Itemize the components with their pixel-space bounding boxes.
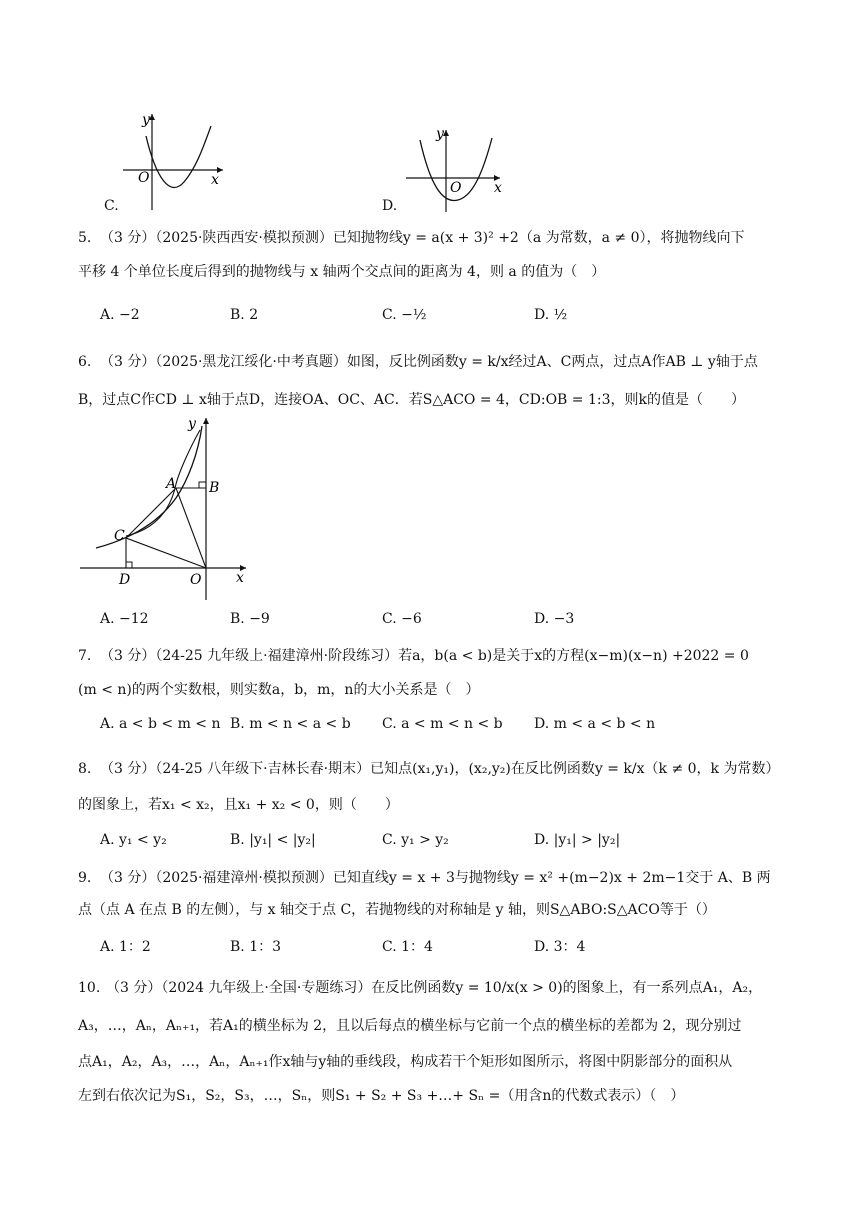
question-text-line: B，过点C作CD ⊥ x轴于点D，连接OA、OC、AC．若S△ACO = 4，CD:OB = 1:3，则k的值是（ ） [78,392,745,408]
option-c-label: C. [104,198,119,214]
question-text-line: 点（点 A 在点 B 的左侧），与 x 轴交于点 C，若抛物线的对称轴是 y 轴，则S△ABO:S△ACO等于（） [78,902,716,918]
y-axis-label: y [142,112,150,128]
option-b: B. 2 [230,307,259,323]
point-c-label: C [114,528,125,544]
option-d-label: D. [382,198,398,214]
origin-label: O [190,572,202,588]
option-a: A. −2 [100,307,140,323]
point-b-label: B [209,480,220,496]
option-d: D. m < a < b < n [534,716,656,732]
option-d: D. ½ [534,307,568,323]
question-text-line: (m < n)的两个实数根，则实数a，b，m，n的大小关系是（ ） [78,682,480,698]
question-number: 7. [78,648,92,664]
graph-option-d [402,124,508,214]
question-text-line: （3 分）（2024 九年级上·全国·专题练习）在反比例函数y = 10/x(x > 0)的图象上，有一系列点A₁，A₂， [106,980,763,996]
option-c: C. a < m < n < b [382,716,503,732]
graph-option-c [118,108,228,212]
option-d: D. −3 [534,611,575,627]
y-axis-label: y [188,416,196,432]
option-b: B. −9 [230,611,270,627]
question-number: 10. [78,980,101,996]
question-text-line: （3 分）（24-25 九年级上·福建漳州·阶段练习）若a，b(a < b)是关于x的方程(x−m)(x−n) +2022 = 0 [100,648,749,664]
question-text-line: 点A₁，A₂，A₃，…，Aₙ，Aₙ₊₁作x轴与y轴的垂线段，构成若干个矩形如图所示，将图中阴影部分的面积从 [78,1054,733,1070]
option-c: C. −½ [382,307,427,323]
question-number: 6. [78,354,92,370]
option-c: C. 1：4 [382,939,433,955]
question-number: 8. [78,761,92,777]
option-d: D. 3：4 [534,939,586,955]
point-d-label: D [119,572,131,588]
x-axis-label: x [236,570,244,586]
figure-q6 [76,414,256,606]
question-number: 5. [78,230,92,246]
question-text-line: （3 分）（24-25 八年级下·吉林长春·期末）已知点(x₁,y₁)，(x₂,y₂)在反比例函数y = k/x（k ≠ 0，k 为常数） [100,761,780,777]
question-text-line: （3 分）（2025·黑龙江绥化·中考真题）如图，反比例函数y = k/x经过A、C两点，过点A作AB ⊥ y轴于点 [100,354,758,370]
option-d: D. |y₁| > |y₂| [534,832,621,848]
option-c: C. y₁ > y₂ [382,832,449,848]
question-text-line: 左到右依次记为S₁，S₂，S₃，…，Sₙ，则S₁ + S₂ + S₃ +…+ Sₙ =（用含n的代数式表示）（ ） [78,1088,685,1104]
origin-label: O [138,170,150,186]
question-text-line: （3 分）（2025·陕西西安·模拟预测）已知抛物线y = a(x + 3)² +2（a 为常数，a ≠ 0），将抛物线向下 [100,230,745,246]
question-text-line: A₃，…，Aₙ，Aₙ₊₁，若A₁的横坐标为 2，且以后每点的横坐标与它前一个点的横坐标的差都为 2，现分别过 [78,1018,742,1034]
origin-label: O [450,180,462,196]
option-c: C. −6 [382,611,422,627]
option-b: B. 1：3 [230,939,282,955]
y-axis-label: y [436,126,444,142]
question-text-line: （3 分）（2025·福建漳州·模拟预测）已知直线y = x + 3与抛物线y = x² +(m−2)x + 2m−1交于 A、B 两 [100,870,771,886]
option-b: B. m < n < a < b [230,716,351,732]
option-b: B. |y₁| < |y₂| [230,832,316,848]
option-a: A. y₁ < y₂ [100,832,167,848]
x-axis-label: x [494,180,502,196]
question-number: 9. [78,870,92,886]
option-a: A. a < b < m < n [100,716,221,732]
question-text-line: 的图象上，若x₁ < x₂，且x₁ + x₂ < 0，则（ ） [78,797,399,813]
question-text-line: 平移 4 个单位长度后得到的抛物线与 x 轴两个交点间的距离为 4，则 a 的值为（ ） [78,264,606,280]
x-axis-label: x [211,172,219,188]
option-a: A. −12 [100,611,149,627]
option-a: A. 1：2 [100,939,151,955]
point-a-label: A [166,476,177,492]
